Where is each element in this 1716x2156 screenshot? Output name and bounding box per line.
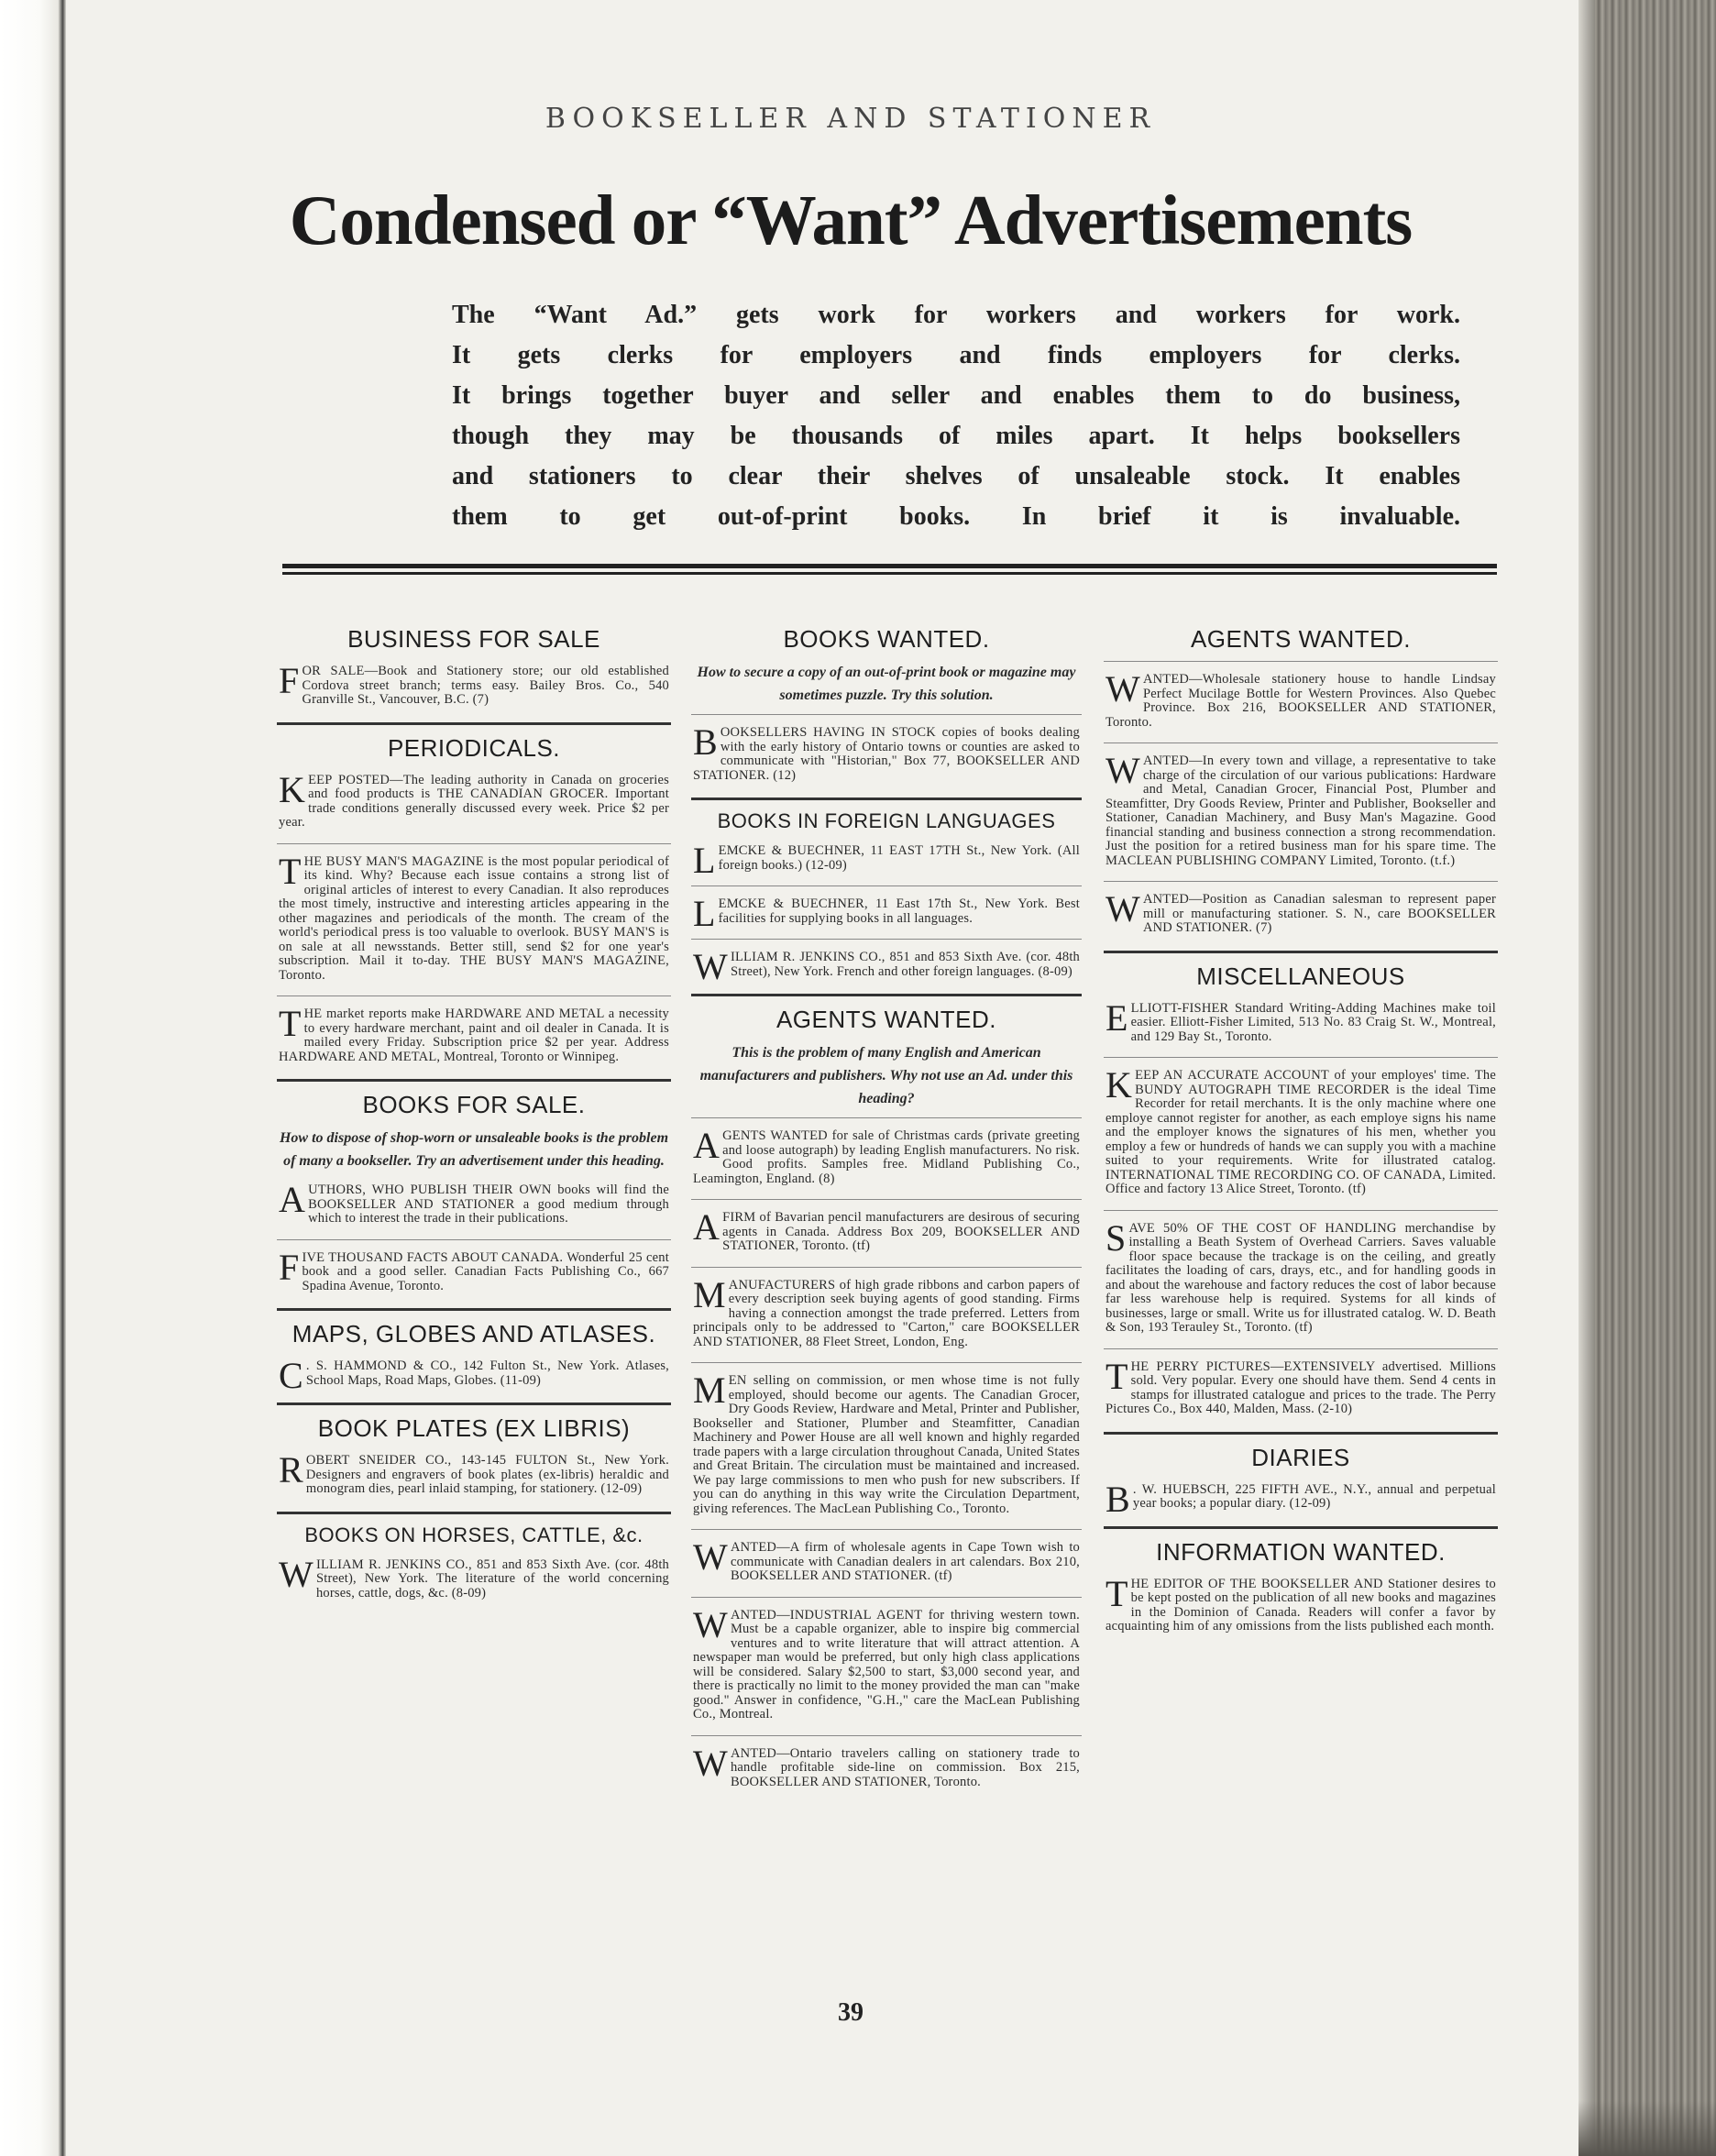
drop-cap: M [693,1370,726,1411]
ad-text: HE BUSY MAN'S MAGAZINE is the most popular periodical of its kind. Why? Because each issue contains a strong list of original articles of interest to every Canadian. It also reproduces the most timely, instructive and interesting articles appearing in the other magazines and periodicals of the month. The cream of the world's periodical press is too valuable to overlook. BUSY MAN'S is on sale at all newsstands. Better still, send $2 for one year's subscription. Mail it to-day. THE BUSY MAN'S MAGAZINE, Toronto. [279,853,669,983]
ad-text: FIRM of Bavarian pencil manufacturers are desirous of securing agents in Canada. Address Box 209, BOOKSELLER AND STATIONER, Toronto. (tf) [722,1210,1080,1253]
magazine-page [66,0,1578,2156]
classified-ad [691,1537,1082,1591]
ad-rule [277,1239,671,1240]
ad-text: ANTED—Ontario travelers calling on stationery trade to handle profitable side-line on commission. Box 215, BOOKSELLER AND STATIONER, Toronto. [730,1745,1080,1789]
classified-ad [691,947,1082,986]
drop-cap: W [693,1603,728,1645]
classified-ad [277,1555,671,1609]
intro-line: though they may be thousands of miles apart. It helps booksellers [452,422,1460,450]
classified-ad [277,852,671,991]
drop-cap: S [1106,1216,1127,1259]
book-binding-edge [1578,0,1716,2156]
drop-cap: L [693,893,716,934]
section-rule [691,994,1082,996]
ad-text: EN selling on commission, or men whose time is not fully employed, should become our agents. The Canadian Grocer, Dry Goods Review, Hardware and Metal, Printer and Publisher, Bookseller and Stationer, Plumber and Steamfitter, Canadian Machinery and Power House are all well known and highly regarded trade papers with a large circulation throughout Canada, United States and Great Britain. The circulation must be maintained and increased. We pay large commissions to men who push for new subscribers. If you can do anything in this way write the Circulation Department, giving references. The MacLean Publishing Co., Toronto. [693,1373,1080,1516]
ad-text: OBERT SNEIDER CO., 143-145 FULTON St., New York. Designers and engravers of book plates (ex-libris) heraldic and monogram dies, pearl inlaid stamping, for stationery. (12-09) [305,1453,669,1496]
intro-paragraph [452,295,1460,537]
classified-ad [1104,998,1498,1052]
page-title: Condensed or “Want” Advertisements [289,181,1413,259]
ad-text: LLIOTT-FISHER Standard Writing-Adding Machines make toil easier. Elliott-Fisher Limited, 513 No. 83 Craig St. W., Montreal, and 129 Bay St., Toronto. [1130,1000,1496,1044]
intro-line: The “Want Ad.” gets work for workers and workers for work. [452,301,1460,329]
intro-line: It gets clerks for employers and finds employers for clerks. [452,341,1460,369]
section-rule [277,1079,671,1082]
drop-cap: F [279,1246,300,1288]
section-heading-books-wanted: BOOKS WANTED. [783,625,990,653]
ad-text: ANTED—Wholesale stationery house to handle Lindsay Perfect Mucilage Bottle for Western Provinces. Also Quebec Province. Box 216, BOOKSELLER AND STATIONER, Toronto. [1106,672,1496,730]
ad-rule [691,1117,1082,1118]
section-heading-miscellaneous: MISCELLANEOUS [1196,962,1405,990]
ad-rule [691,1735,1082,1736]
ad-text: EMCKE & BUECHNER, 11 EAST 17TH St., New York. (All foreign books.) (12-09) [718,843,1080,873]
ad-text: HE PERRY PICTURES—EXTENSIVELY advertised. Millions sold. Very popular. Every one should have them. Send 4 cents in stamps for illustrated catalogue and prices to the trade. The Perry Pictures Co., Box 440, Malden, Mass. (2-10) [1106,1358,1496,1416]
ad-rule [691,1362,1082,1363]
drop-cap: C [279,1355,303,1396]
drop-cap: W [1106,750,1140,791]
section-subheading: How to secure a copy of an out-of-print book or magazine may sometimes puzzle. Try this solution. [697,665,1076,703]
drop-cap: A [279,1179,306,1220]
classified-ad [1104,1480,1498,1519]
classified-ad [1104,751,1498,875]
drop-cap: W [1106,888,1140,930]
classified-ad [691,1275,1082,1358]
drop-cap: L [693,840,716,881]
drop-cap: M [693,1273,726,1315]
ad-text: HE EDITOR OF THE BOOKSELLER AND Stationer desires to be kept posted on the publication of all new books and magazines in the Dominion of Canada. Readers will confer a favor by acquainting him of any omissions from the lists published each month. [1106,1576,1496,1634]
drop-cap: F [279,660,300,701]
section-heading-maps: MAPS, GLOBES AND ATLASES. [292,1320,656,1348]
ad-text: UTHORS, WHO PUBLISH THEIR OWN books will find the BOOKSELLER AND STATIONER a good medium through which to interest the trade in their publications. [308,1182,669,1226]
ad-text: ILLIAM R. JENKINS CO., 851 and 853 Sixth Ave. (cor. 48th Street), New York. French and other foreign languages. (8-09) [730,950,1080,979]
ad-text: ANUFACTURERS of high grade ribbons and carbon papers of every description seek buying agents of good standing. Firms having a connection amongst the trade preferred. Letters from principals only to be addressed to "Carton," care BOOKSELLER AND STATIONER, 88 Fleet Street, London, Eng. [693,1277,1080,1349]
drop-cap: E [1106,996,1128,1039]
classified-ad [1104,1357,1498,1424]
classified-ad [277,1180,671,1234]
ad-text: ANTED—INDUSTRIAL AGENT for thriving western town. Must be a capable organizer, able to inspire big commercial ventures and to write literature that will attract attention. A newspaper man would be preferred, but only high class applications will be considered. Salary $2,500 to start, $3,000 second year, and there is practically no limit to the money provided the man can "make good." Answer in confidence, "G.H.," care the MacLean Publishing Co., Montreal. [693,1607,1080,1722]
classified-ad [277,1248,671,1302]
section-heading-foreign-languages: BOOKS IN FOREIGN LANGUAGES [717,809,1056,832]
drop-cap: B [1106,1478,1130,1520]
classified-ad [1104,1574,1498,1642]
ad-text: EMCKE & BUECHNER, 11 East 17th St., New York. Best facilities for supplying books in all languages. [718,896,1080,926]
ad-rule [691,939,1082,940]
drop-cap: T [1106,1355,1128,1397]
ad-rule [691,1597,1082,1598]
column-left [277,616,671,1608]
classified-ad [277,1004,671,1072]
drop-cap: B [693,721,718,763]
classified-ad [691,1126,1082,1194]
ad-text: ANTED—Position as Canadian salesman to represent paper mill or manufacturing stationer. S. N., care BOOKSELLER AND STATIONER. (7) [1142,892,1496,935]
intro-line: It brings together buyer and seller and enables them to do business, [452,381,1460,410]
ad-rule [691,1529,1082,1530]
drop-cap: W [279,1553,314,1595]
ad-text: ILLIAM R. JENKINS CO., 851 and 853 Sixth Ave. (cor. 48th Street), New York. The literature of the world concerning horses, cattle, dogs, &c. (8-09) [315,1556,669,1600]
classified-ad [691,722,1082,790]
ad-rule [1104,1057,1498,1058]
ad-text: . S. HAMMOND & CO., 142 Fulton St., New York. Atlases, School Maps, Road Maps, Globes. (11-09) [305,1358,669,1388]
ad-rule [1104,742,1498,743]
ad-text: ANTED—In every town and village, a representative to take charge of the circulation of our various publications: Hardware and Metal, Canadian Grocer, Financial Post, Plumber and Steamfitter, Dry Goods Review, Printer and Publisher, Bookseller and Stationer, Canadian Machinery, and Busy Man's Magazine. Good financial standing and business connection a strong recommendation. Just the position for a retired business man for his spare time. The MACLEAN PUBLISHING COMPANY Limited, Toronto. (t.f.) [1106,754,1496,868]
intro-line: them to get out-of-print books. In brief it is invaluable. [452,502,1460,531]
ad-rule [277,843,671,844]
drop-cap: K [1106,1064,1133,1106]
section-rule [1104,951,1498,953]
classified-ad [277,661,671,715]
classified-ad [1104,889,1498,943]
classified-ad [1104,669,1498,737]
classified-ad [691,1605,1082,1730]
section-heading-book-plates: BOOK PLATES (EX LIBRIS) [317,1414,631,1442]
classified-ad [691,894,1082,933]
section-heading-diaries: DIARIES [1251,1443,1350,1471]
ad-rule [1104,661,1498,662]
column-middle [691,616,1082,1797]
ad-text: . W. HUEBSCH, 225 FIFTH AVE., N.Y., annual and perpetual year books; a popular diary. (12-09) [1132,1481,1496,1511]
ad-text: EEP POSTED—The leading authority in Canada on groceries and food products is THE CANADIAN GROCER. Important trade conditions generally discussed every week. Price $2 per year. [279,772,669,830]
classified-ad [691,841,1082,880]
section-rule [277,1402,671,1405]
drop-cap: A [693,1206,720,1248]
section-heading-business-for-sale: BUSINESS FOR SALE [347,625,600,653]
classified-ad [691,1207,1082,1261]
ad-text: IVE THOUSAND FACTS ABOUT CANADA. Wonderful 25 cent book and a good seller. Canadian Facts Publishing Co., 667 Spadina Avenue, Toronto. [302,1249,669,1293]
double-rule-divider [282,564,1497,575]
ad-rule [691,1267,1082,1268]
ad-rule [1104,881,1498,882]
page-number: 39 [838,1998,864,2027]
classified-ad [1104,1218,1498,1343]
left-page-gutter [0,0,66,2156]
section-subheading: This is the problem of many English and American manufacturers and publishers. Why not use an Ad. under this heading? [699,1045,1073,1106]
drop-cap: K [279,768,306,810]
classified-ad [277,1450,671,1504]
drop-cap: R [279,1449,303,1490]
drop-cap: T [279,850,302,892]
section-heading-books-for-sale: BOOKS FOR SALE. [362,1091,586,1118]
drop-cap: A [693,1125,720,1166]
section-rule [1104,1432,1498,1435]
section-rule [277,1308,671,1311]
classified-ad [691,1370,1082,1524]
section-heading-periodicals: PERIODICALS. [387,733,561,762]
drop-cap: W [693,1742,728,1784]
ad-text: HE market reports make HARDWARE AND METAL a necessity to every hardware merchant, paint and oil dealer in Canada. It is mailed every Friday. Subscription price $2 per year. Address HARDWARE AND METAL, Montreal, Toronto or Winnipeg. [279,1006,669,1064]
drop-cap: W [1106,668,1140,710]
running-head: BOOKSELLER AND STATIONER [544,103,1157,135]
ad-text: GENTS WANTED for sale of Christmas cards (private greeting and loose autograph) by leading English manufacturers. No risk. Good profits. Samples free. Midland Publishing Co., Leamington, England. (8) [693,1128,1080,1186]
classified-ad [277,770,671,838]
classified-ad [277,1356,671,1395]
ad-text: OOKSELLERS HAVING IN STOCK copies of books dealing with the early history of Ontario towns or counties are asked to communicate with "Historian," Box 77, BOOKSELLER AND STATIONER. (12) [693,725,1080,783]
ad-rule [691,1199,1082,1200]
section-rule [277,1512,671,1514]
section-rule [691,798,1082,800]
section-heading-agents-wanted: AGENTS WANTED. [1190,625,1412,653]
section-heading-horses: BOOKS ON HORSES, CATTLE, &c. [304,1523,644,1546]
ad-rule [1104,1210,1498,1211]
drop-cap: T [279,1003,302,1044]
section-heading-agents-wanted: AGENTS WANTED. [776,1006,997,1033]
ad-text: EEP AN ACCURATE ACCOUNT of your employes' time. The BUNDY AUTOGRAPH TIME RECORDER is the ideal Time Recorder for retail merchants. It is the only machine where one employe cannot register for another, as each employe signs his name and the employer knows the signatures of his men, whether you employ a few or hundreds of hands we can supply you with a machine suited to your requirements. Write for illustrated catalog. INTERNATIONAL TIME RECORDING CO. OF CANADA, Limited. Office and factory 13 Alice Street, Toronto. (tf) [1106,1068,1496,1196]
section-rule [277,722,671,725]
classified-ad [1104,1065,1498,1204]
ad-text: OR SALE—Book and Stationery store; our old established Cordova street branch; terms easy. Bailey Bros. Co., 540 Granville St., Vancouver, B.C. (7) [302,664,669,707]
section-rule [1104,1526,1498,1529]
column-right [1104,616,1498,1642]
section-subheading: How to dispose of shop-worn or unsaleable books is the problem of many a bookseller. Try an advertisement under this heading. [279,1130,669,1169]
drop-cap: W [693,946,728,987]
section-heading-information-wanted: INFORMATION WANTED. [1156,1537,1446,1566]
intro-line: and stationers to clear their shelves of unsaleable stock. It enables [452,462,1460,490]
ad-text: AVE 50% OF THE COST OF HANDLING merchandise by installing a Beath System of Overhead Carriers. Saves valuable floor space because the trackage is on the ceiling, and greatly facilitates the loading of cars, drays, etc., and for handling goods in and about the warehouse and factory reduces the cost of labor because far less warehouse help is required. Systems for all kinds of businesses, large or small. Write us for illustrated catalog. W. D. Beath & Son, 193 Terauley St., Toronto. (tf) [1106,1220,1496,1335]
ad-text: ANTED—A firm of wholesale agents in Cape Town wish to communicate with Canadian dealers in art calendars. Box 210, BOOKSELLER AND STATIONER. (tf) [730,1540,1080,1583]
ad-rule [1104,1348,1498,1349]
drop-cap: W [693,1536,728,1578]
ad-rule [691,714,1082,715]
classified-ad [691,1744,1082,1798]
drop-cap: T [1106,1572,1128,1614]
